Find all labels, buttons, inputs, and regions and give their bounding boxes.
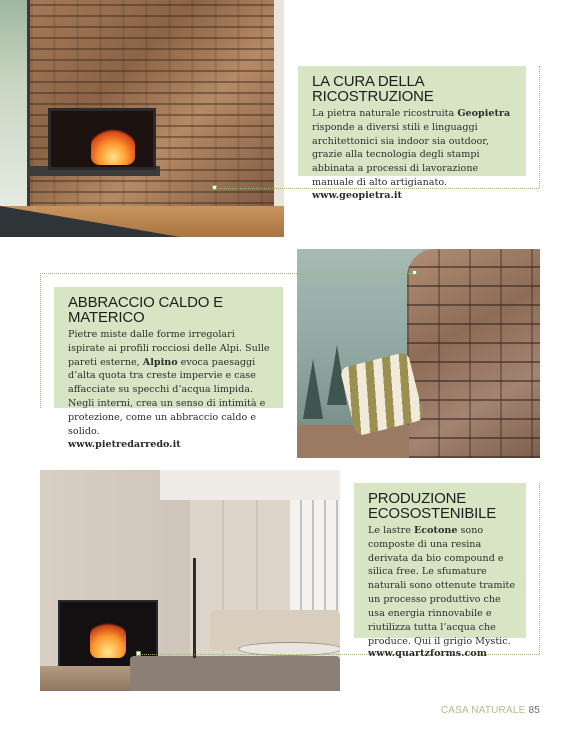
- connector-line: [40, 273, 415, 274]
- brand-name: Geopietra: [457, 108, 511, 119]
- ceiling: [160, 470, 340, 500]
- stone-fireplace-photo: [0, 0, 284, 237]
- brand-name: Alpino: [142, 356, 178, 368]
- page-footer: [441, 705, 540, 716]
- bench: [297, 425, 409, 458]
- brand-name: Ecotone: [413, 525, 458, 536]
- article-box-alpino: [54, 287, 283, 450]
- body-text: evoca paesaggi d’alta quota tra creste impervie e case affacciate su specchi d’acqua limpida. Negli interni, crea un senso di intimità e protezione, come un abbraccio caldo e solido.: [68, 356, 266, 437]
- connector-node: [412, 270, 417, 275]
- article-body: [68, 328, 273, 439]
- article-link[interactable]: www.pietredarredo.it: [68, 438, 181, 450]
- body-text: Le lastre: [368, 525, 414, 536]
- stone-wall-cushion-photo: [297, 249, 540, 458]
- body-text: Pietre miste dalle forme irregolari ispirate ai profili rocciosi delle Alpi. Sulle pareti esterne,: [68, 329, 270, 368]
- article-box-geopietra: [298, 66, 526, 201]
- article-body: [368, 524, 516, 648]
- magazine-name: CASA NATURALE: [440, 705, 526, 716]
- article-title: ABBRACCIO CALDO E MATERICO: [68, 294, 223, 326]
- living-room-photo: [40, 470, 340, 691]
- connector-line: [40, 273, 41, 408]
- flame: [90, 616, 126, 658]
- tree: [303, 359, 323, 419]
- body-text: risponde a diversi stili e linguaggi architettonici sia indoor sia outdoor, grazie alla tecnologia degli stampi abbinata a processi di lavorazione manuale di alto artigianato.: [312, 121, 489, 189]
- window: [0, 0, 30, 210]
- article-body: [312, 107, 516, 190]
- page-number: 85: [528, 705, 540, 716]
- article-title: PRODUZIONE ECOSOSTENIBILE: [368, 490, 497, 522]
- stone-wall: [407, 249, 540, 458]
- article-link[interactable]: www.quartzforms.com: [368, 648, 487, 660]
- article-link[interactable]: www.geopietra.it: [312, 189, 402, 201]
- rug: [130, 656, 340, 691]
- fireplace: [48, 108, 156, 170]
- connector-node: [136, 651, 141, 656]
- floor-lamp: [193, 558, 196, 658]
- article-title: LA CURA DELLA RICOSTRUZIONE: [312, 73, 434, 105]
- body-text: La pietra naturale ricostruita: [312, 108, 458, 119]
- connector-line: [539, 66, 540, 188]
- flame: [91, 125, 135, 165]
- connector-line: [539, 483, 540, 654]
- connector-node: [212, 185, 217, 190]
- body-text: sono composte di una resina derivata da bio compound e silica free. Le sfumature naturali sono ottenute tramite un processo produttivo che usa energia rinnovabile e riutilizza tutta l’acqua che produce. Qui il grigio Mystic.: [368, 525, 516, 647]
- wall: [274, 0, 284, 237]
- article-box-ecotone: [354, 483, 526, 660]
